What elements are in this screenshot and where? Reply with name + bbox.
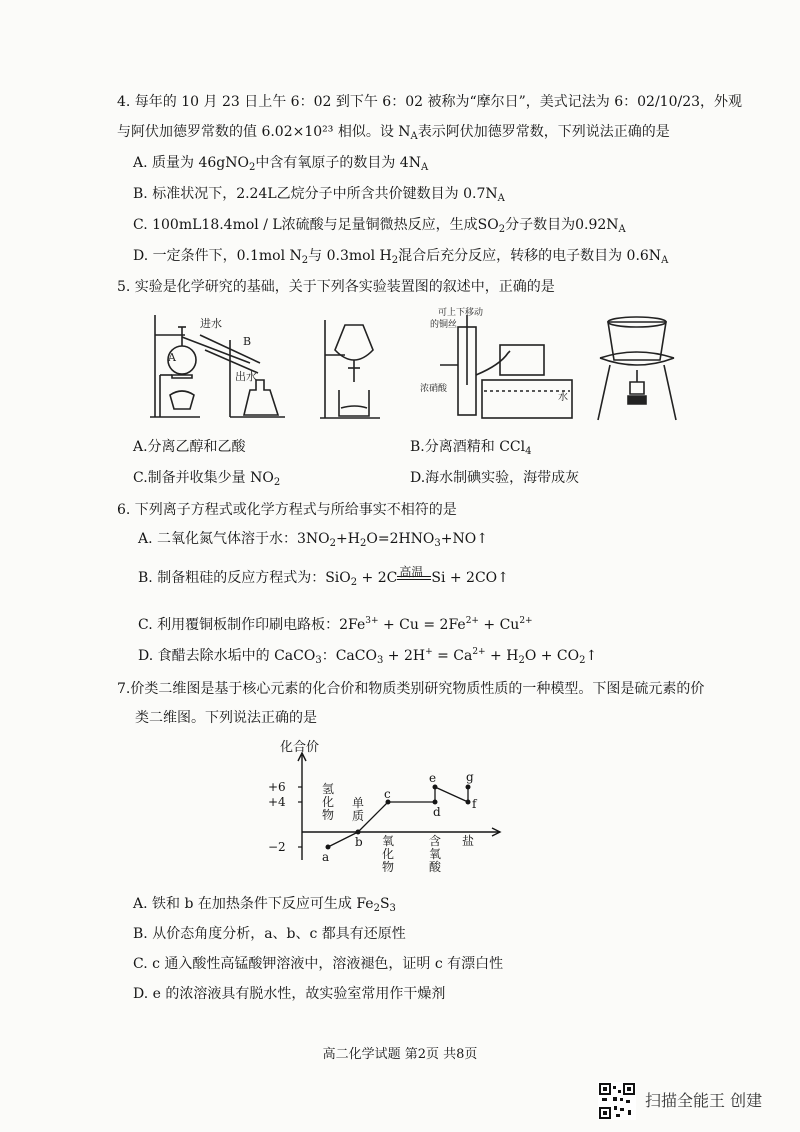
- fig3-label-copper: 的铜丝: [430, 320, 458, 330]
- chart-category-label: 酸: [429, 860, 442, 874]
- fig1-label-inlet: 进水: [200, 317, 222, 330]
- chart-point-label-g: g: [466, 770, 474, 784]
- apparatus-distillation-figure: [140, 305, 290, 425]
- q6-option-b: B. 制备粗硅的反应方程式为：SiO$_2$ + 2C 高温 Si + 2CO↑: [138, 568, 509, 590]
- q7-option-d: D. e 的浓溶液具有脱水性，故实验室常用作干燥剂: [133, 986, 446, 1002]
- qr-code-icon: [598, 1082, 636, 1120]
- q4-option-b: B. 标准状况下，2.24L乙烷分子中所含共价键数目为 $0.7N_A$: [133, 186, 505, 204]
- chart-point-label-c: c: [384, 787, 391, 801]
- chart-ytick-label: −2: [268, 840, 286, 854]
- q6-option-a: A. 二氧化氮气体溶于水：$3NO_2+H_2O=2HNO_3+NO↑$: [138, 531, 488, 549]
- chart-point-a: [326, 845, 331, 850]
- apparatus-separatory-funnel-figure: [315, 310, 385, 425]
- chart-category-label: 化: [322, 795, 335, 809]
- q5-option-b: B.分离酒精和 CCl$_4$: [410, 439, 532, 457]
- chart-point-b: [356, 830, 361, 835]
- q7-stem-line2: 类二维图。下列说法正确的是: [135, 710, 317, 726]
- chart-category-label: 物: [382, 860, 395, 874]
- reaction-condition-high-temp: 高温: [399, 565, 424, 579]
- chart-line-e-f: [435, 787, 468, 802]
- chart-category-label: 单: [352, 796, 365, 810]
- q6-option-c: C. 利用覆铜板制作印刷电路板：$2Fe^{3+} + Cu = 2Fe^{2+} + Cu^{2+}$: [138, 616, 533, 633]
- chart-category-label: 盐: [462, 834, 475, 848]
- chart-category-label: 氧: [429, 847, 442, 861]
- fig1-label-b: B: [243, 335, 252, 348]
- chart-point-label-a: a: [322, 850, 330, 864]
- q7-option-c: C. c 通入酸性高锰酸钾溶液中，溶液褪色，证明 c 有漂白性: [133, 956, 504, 972]
- chart-category-label: 氧: [382, 834, 395, 848]
- q5-option-d: D.海水制碘实验，海带成灰: [410, 470, 580, 486]
- chart-category-label: 物: [322, 808, 335, 822]
- chart-ytick-label: +6: [268, 780, 286, 794]
- chart-ytick-label: +4: [268, 795, 286, 809]
- chart-point-label-e: e: [429, 771, 437, 785]
- q7-option-b: B. 从价态角度分析，a、b、c 都具有还原性: [133, 926, 406, 942]
- chart-point-e: [433, 785, 438, 790]
- chart-category-label: 含: [429, 834, 442, 848]
- chart-category-label: 质: [352, 809, 365, 823]
- q6-stem: 6. 下列离子方程式或化学方程式与所给事实不相符的是: [117, 502, 457, 518]
- chart-point-g: [466, 785, 471, 790]
- chart-point-label-b: b: [355, 835, 363, 849]
- fig3-label-acid: 浓硝酸: [420, 384, 448, 394]
- q4-stem-line1: 4. 每年的 10 月 23 日上午 6：02 到下午 6：02 被称为“摩尔日”，美式记法为 6：02/10/23，外观: [117, 94, 743, 110]
- q4-stem-line2: 与阿伏加德罗常数的值 6.02×10²³ 相似。设 $N_A$表示阿伏加德罗常数，下列说法正确的是: [117, 124, 670, 142]
- apparatus-no2-figure: [420, 305, 580, 425]
- q5-stem: 5. 实验是化学研究的基础，关于下列各实验装置图的叙述中，正确的是: [117, 279, 555, 295]
- chart-point-d: [433, 800, 438, 805]
- chart-category-label: 化: [382, 847, 395, 861]
- page-footer: 高二化学试题 第2页 共8页: [322, 1047, 478, 1062]
- q5-option-c: C.制备并收集少量 $NO_2$: [133, 470, 281, 488]
- q7-option-a: A. 铁和 b 在加热条件下反应可生成 $Fe_2S_3$: [133, 896, 396, 914]
- chart-category-label: 氢: [322, 782, 335, 796]
- fig1-label-a: A: [168, 351, 176, 364]
- q4-option-a: A. 质量为 46gNO$_2$中含有氧原子的数目为 $4N_A$: [133, 155, 429, 173]
- apparatus-crucible-figure: [590, 310, 685, 425]
- chart-ylabel: 化合价: [280, 740, 320, 755]
- q5-option-a: A.分离乙醇和乙酸: [133, 439, 246, 455]
- fig3-label-movable: 可上下移动: [438, 308, 484, 318]
- valence-class-chart: [260, 735, 520, 885]
- fig1-label-outlet: 出水: [235, 370, 257, 383]
- chart-point-label-f: f: [472, 797, 477, 811]
- q7-stem-line1: 7.价类二维图是基于核心元素的化合价和物质类别研究物质性质的一种模型。下图是硫元素的价: [117, 681, 705, 697]
- q4-option-d: D. 一定条件下，0.1mol $N_2$与 0.3mol $H_2$混合后充分反应，转移的电子数目为 $0.6N_A$: [133, 248, 669, 266]
- q4-option-c: C. 100mL18.4mol / L浓硫酸与足量铜微热反应，生成$SO_2$分子数目为$0.92N_A$: [133, 217, 626, 235]
- fig3-label-water: 水: [558, 392, 568, 403]
- chart-line-a-b: [328, 832, 358, 847]
- chart-point-label-d: d: [433, 805, 441, 819]
- scanner-watermark: 扫描全能王 创建: [645, 1091, 763, 1110]
- q6-option-d: D. 食醋去除水垢中的 CaCO$_3$：CaCO$_3$ + $2H^+ = Ca^{2+} + H_2O$ + $CO_2↑$: [138, 647, 598, 666]
- chart-point-f: [466, 800, 471, 805]
